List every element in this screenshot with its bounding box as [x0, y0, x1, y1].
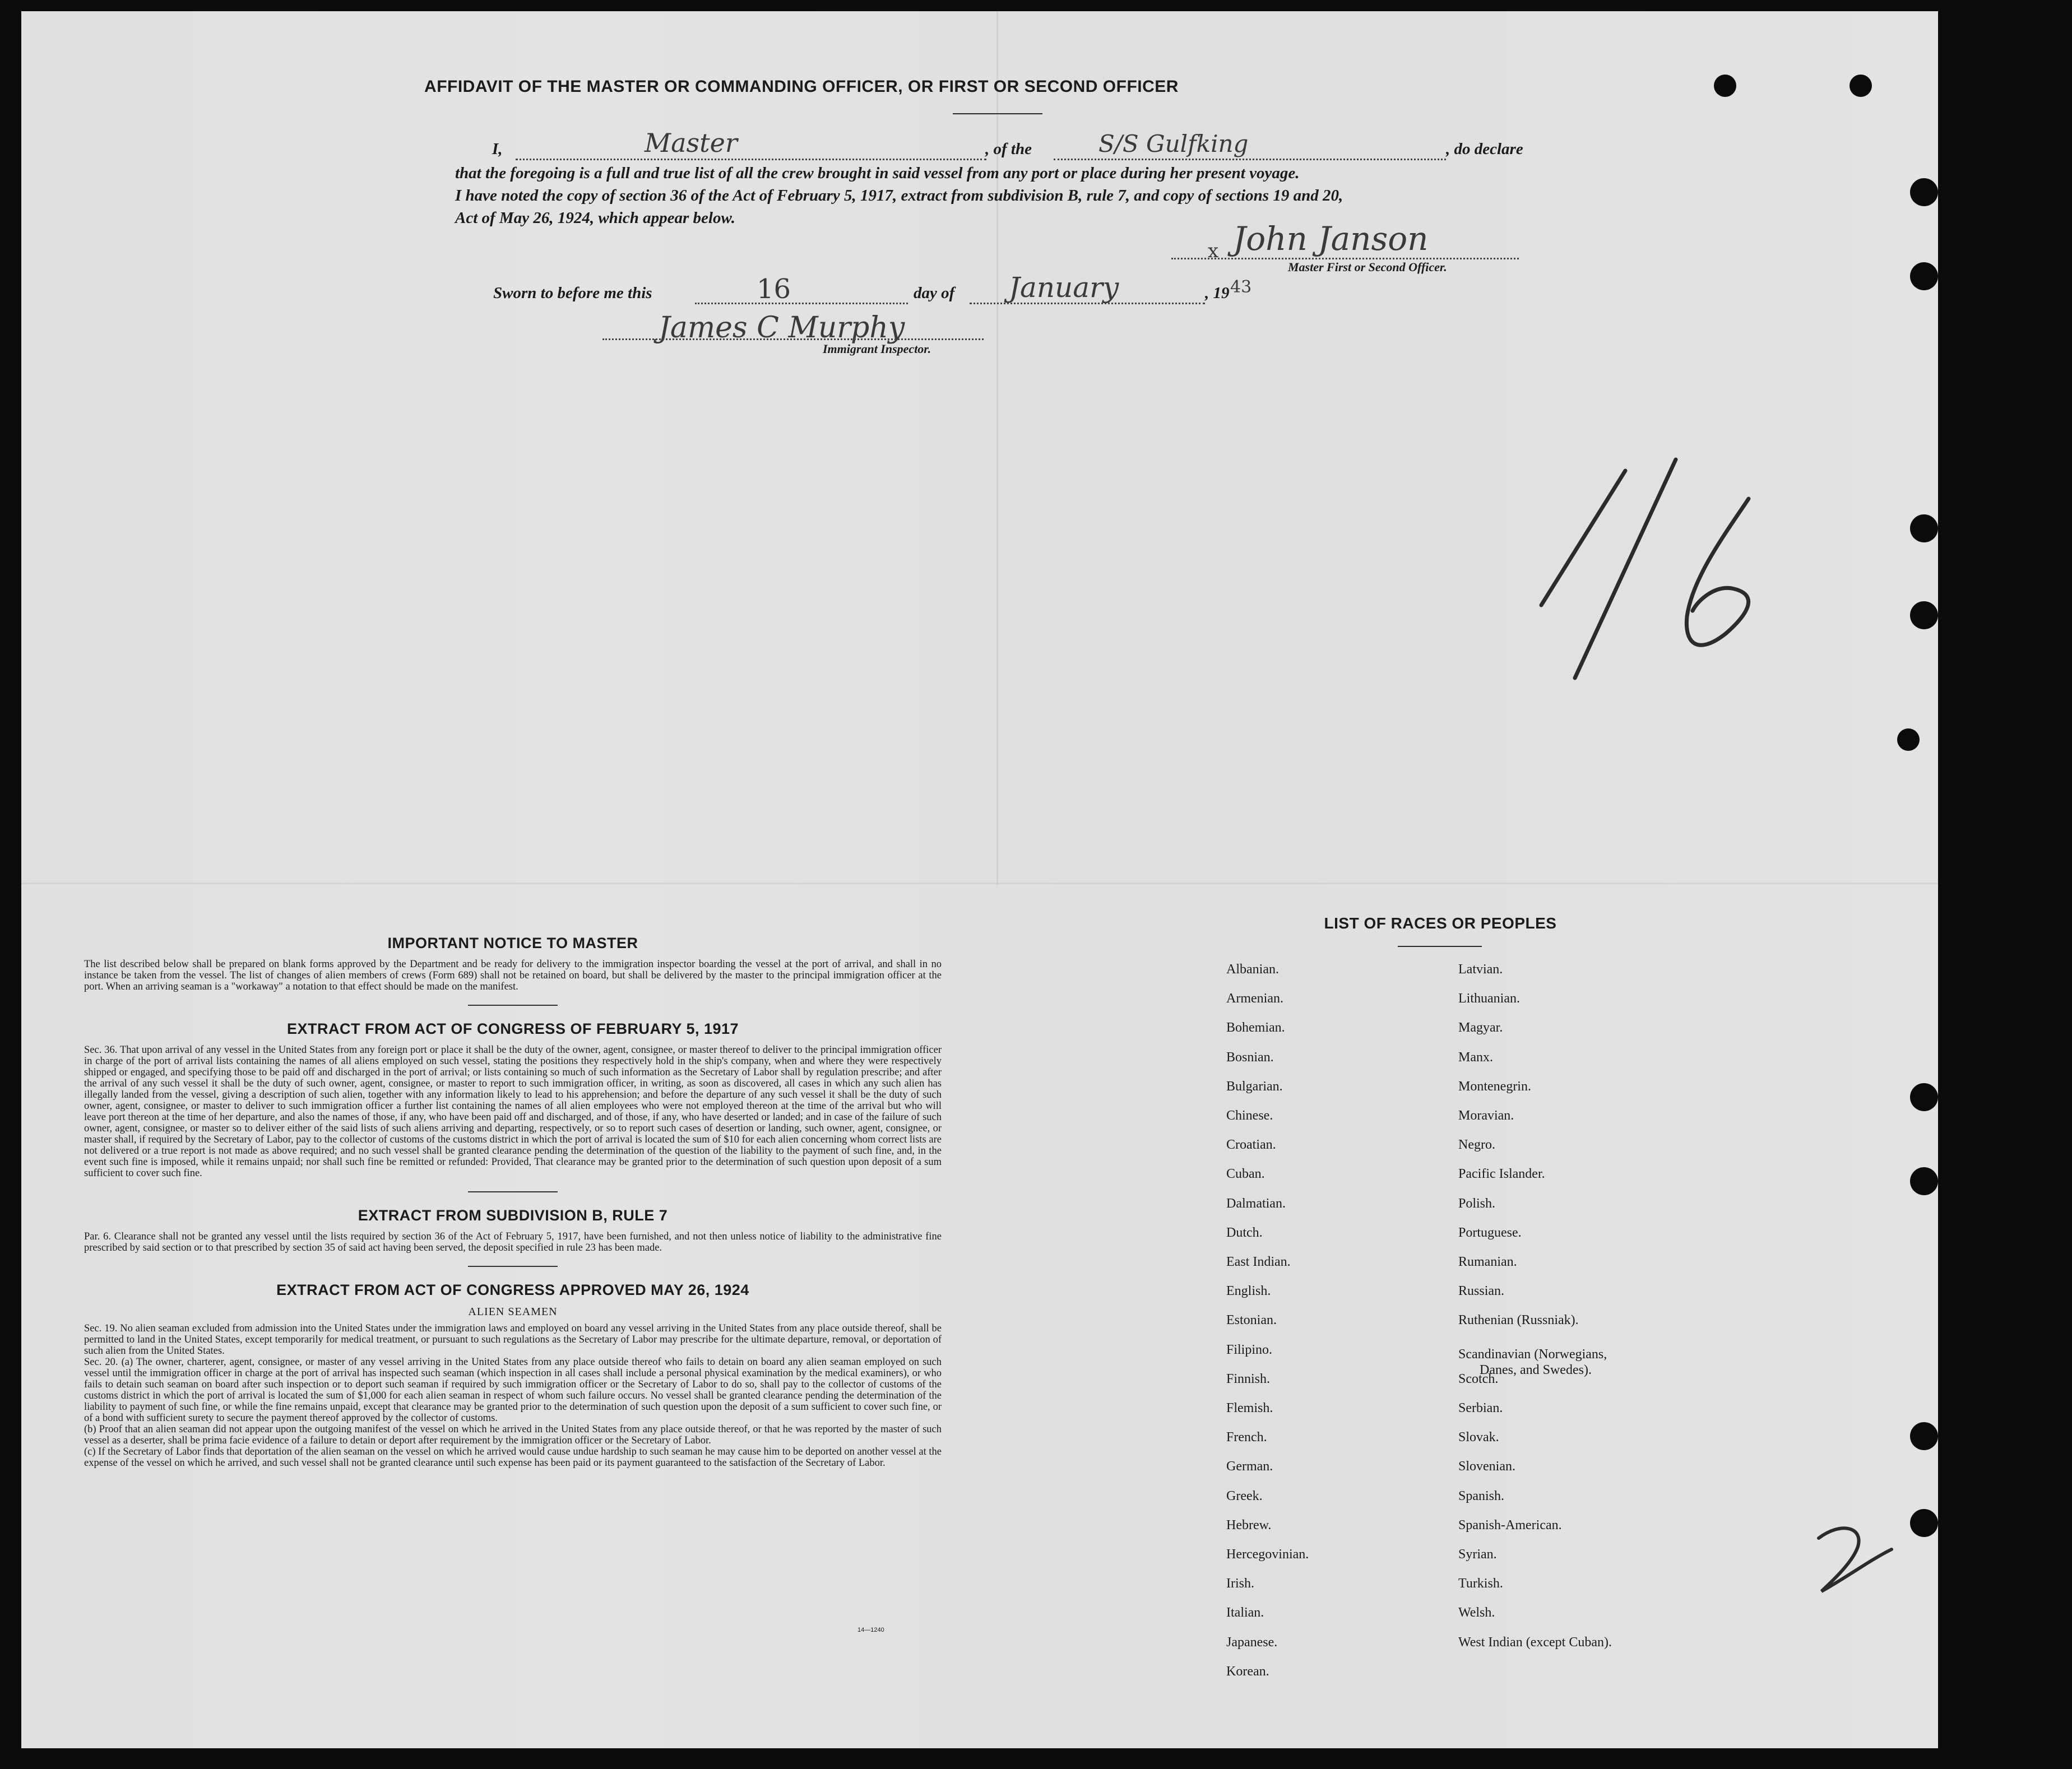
race-item: Slovak. — [1458, 1430, 1499, 1445]
race-item: Flemish. — [1226, 1401, 1273, 1415]
race-item: Scotch. — [1458, 1371, 1499, 1386]
handwritten-day: 16 — [757, 273, 791, 305]
race-item: Slovenian. — [1458, 1459, 1515, 1474]
race-item: Finnish. — [1226, 1371, 1271, 1386]
race-item: German. — [1226, 1459, 1273, 1474]
race-item: Hebrew. — [1226, 1517, 1272, 1533]
race-item: French. — [1226, 1430, 1267, 1445]
race-item: Japanese. — [1226, 1635, 1278, 1650]
notice-heading: IMPORTANT NOTICE TO MASTER — [387, 935, 638, 951]
races-title: LIST OF RACES OR PEOPLES — [1324, 914, 1557, 932]
race-item: Chinese. — [1226, 1108, 1273, 1123]
race-item: Italian. — [1226, 1605, 1264, 1621]
race-item: Scandinavian (Norwegians, — [1458, 1347, 1607, 1362]
inspector-label: Immigrant Inspector. — [823, 342, 931, 356]
race-item: Irish. — [1226, 1576, 1254, 1591]
year-prefix: , 19 — [1205, 284, 1230, 302]
sworn-text: Sworn to before me this — [493, 284, 652, 302]
race-item: Spanish-American. — [1458, 1517, 1562, 1533]
notice-block — [84, 935, 942, 1469]
handwritten-month: January — [1009, 271, 1119, 304]
handwritten-corner-mark — [1807, 1516, 1897, 1600]
sec20a-body: Sec. 20. (a) The owner, charterer, agent, consignee, or master of any vessel arriving in the United States from any place outside thereof who fails to detain on board any alien seaman employed on such vessel until the immigration officer in charge at the port of arrival has inspected such seaman (which inspection in all cases shall include a personal physical examination by the medical examiners), or who fails to detain such seaman on board after such inspection or to deport such seaman if required by such immigration officer or the Secretary of Labor to do so, shall pay to the collector of customs of the customs district in which the port of arrival is located the sum of $1,000 for each alien seaman in respect of whom such failure occurs. No vessel shall be granted clearance pending the determination of the liability to payment of such fine, or while the fine remains unpaid, except that clearance may be granted prior to the determination of such question upon the deposit of a sum sufficient to cover such fine, or of a bond with sufficient surety to secure the payment thereof approved by the collector of customs. — [84, 1357, 942, 1424]
punch-hole — [1714, 75, 1736, 97]
race-item: Spanish. — [1458, 1488, 1505, 1503]
rule7-body: Par. 6. Clearance shall not be granted any vessel until the lists required by section 36 of the Act of February 5, 1917, have been furnished, and not then unless notice of liability to the administrative fine prescribed by said section or to that prescribed by section 35 of said act having been served, the deposit specified in rule 23 has been made. — [84, 1231, 942, 1253]
race-item: Pacific Islander. — [1458, 1167, 1545, 1182]
handwritten-vessel: S/S Gulfking — [1098, 130, 1249, 157]
race-item: Estonian. — [1226, 1313, 1277, 1328]
race-item: Polish. — [1458, 1196, 1496, 1211]
race-item: Bulgarian. — [1226, 1079, 1283, 1094]
extract-1917-body: Sec. 36. That upon arrival of any vessel in the United States from any foreign port or place it shall be the duty of the owner, agent, consignee, or master thereof to deliver to the principal immigration officer in charge of the port of arrival lists containing the names of all aliens employed on such vessel, stating the positions they respectively hold in the ship's company, when and where they were respectively shipped or engaged, and specifying those to be paid off and discharged in the port of arrival; or lists containing so much of such information as the Secretary of Labor shall by regulation prescribe; and after the arrival of any such vessel it shall be the duty of such owner, agent, consignee, or master to report to such immigration officer, in writing, as soon as discovered, all cases in which any such alien has illegally landed from the vessel, giving a description of such alien, together with any information likely to lead to his apprehension; and before the departure of any such vessel it shall be the duty of such owner, agent, consignee, or master to deliver to such immigration officer a further list containing the names of all alien employees who were not employed thereon at the time of the arrival but who will leave port thereon at the time of her departure, and also the names of those, if any, who have been paid off and discharged, and of those, if any, who have deserted or landed; and in case of the failure of such owner, agent, consignee, or master so to deliver either of the said lists of such aliens arriving and departing, respectively, or so to report such cases of desertion or landing, such owner, agent, consignee, or master shall, if required by the Secretary of Labor, pay to the collector of customs of the customs district in which the port of arrival is located the sum of $10 for each alien concerning whom correct lists are not delivered or a true report is not made as above required; and no such vessel shall be granted clearance pending the determination of the question of the liability to the payment of such fine, and, in the event such fine is imposed, while it remains unpaid; nor shall such fine be remitted or refunded: Provided, That clearance may be granted prior to the determination of such question upon deposit of a sum sufficient to cover such fine. — [84, 1044, 942, 1179]
handwritten-page-number — [1502, 431, 1805, 700]
race-item: Portuguese. — [1458, 1225, 1522, 1240]
signer-label: Master First or Second Officer. — [1288, 260, 1447, 274]
race-item: Turkish. — [1458, 1576, 1503, 1591]
affidavit-of-the: , of the — [985, 140, 1032, 158]
affidavit-line1-i: I, — [492, 140, 503, 158]
race-item: Danes, and Swedes). — [1480, 1362, 1592, 1377]
race-item: Serbian. — [1458, 1401, 1503, 1415]
inspector-blank — [602, 338, 984, 340]
extract-1917-heading: EXTRACT FROM ACT OF CONGRESS OF FEBRUARY 5, 1917 — [286, 1020, 739, 1037]
race-item: Moravian. — [1458, 1108, 1514, 1123]
affidavit-line4: Act of May 26, 1924, which appear below. — [455, 209, 735, 227]
race-item: Rumanian. — [1458, 1255, 1517, 1269]
vessel-blank — [1054, 159, 1446, 160]
race-item: Armenian. — [1226, 991, 1283, 1006]
separator — [468, 1266, 558, 1267]
signature-mark: x — [1208, 240, 1219, 262]
punch-hole — [1910, 178, 1938, 206]
race-item: Hercegovinian. — [1226, 1547, 1309, 1562]
rank-blank — [516, 159, 986, 160]
separator — [468, 1005, 558, 1006]
race-item: Croatian. — [1226, 1137, 1276, 1153]
race-item: Lithuanian. — [1458, 991, 1520, 1006]
race-item: Albanian. — [1226, 962, 1279, 977]
race-item: Filipino. — [1226, 1342, 1273, 1357]
sec19-body: Sec. 19. No alien seaman excluded from admission into the United States under the immigration laws and employed on board any vessel arriving in the United States from any place outside thereof, shall be permitted to land in the United States, except temporarily for medical treatment, or pursuant to such regulations as the Secretary of Labor may prescribe for the ultimate departure, removal, or deportation of such alien from the United States. — [84, 1323, 942, 1357]
race-item: Latvian. — [1458, 962, 1503, 977]
race-item: Greek. — [1226, 1488, 1263, 1503]
punch-hole — [1910, 1083, 1938, 1111]
sec20b-body: (b) Proof that an alien seaman did not appear upon the outgoing manifest of the vessel on which he arrived in the United States from any place outside thereof, or that he was reported by the master of such vessel as a deserter, shall be prima facie evidence of a failure to detain or deport after requirement by the immigration officer or the Secretary of Labor. — [84, 1424, 942, 1446]
affidavit-do-declare: , do declare — [1446, 140, 1523, 158]
race-item: West Indian (except Cuban). — [1458, 1635, 1612, 1650]
handwritten-year: 43 — [1230, 277, 1252, 297]
race-item: Montenegrin. — [1458, 1079, 1531, 1094]
race-item: Syrian. — [1458, 1547, 1497, 1562]
extract-1924-heading: EXTRACT FROM ACT OF CONGRESS APPROVED MAY 26, 1924 — [276, 1282, 749, 1298]
race-item: Negro. — [1458, 1137, 1495, 1153]
race-item: Dalmatian. — [1226, 1196, 1286, 1211]
notice-body: The list described below shall be prepared on blank forms approved by the Department and be ready for delivery to the immigration inspector boarding the vessel at the port of arrival, and shall in no instance be taken from the vessel. The list of changes of alien members of crews (Form 689) shall not be retained on board, but shall be delivered by the master to the principal immigration officer at the port. When an arriving seaman is a "workaway" a notation to that effect should be made on the manifest. — [84, 959, 942, 992]
day-blank — [695, 303, 908, 304]
punch-hole — [1910, 262, 1938, 290]
affidavit-title: AFFIDAVIT OF THE MASTER OR COMMANDING OFFICER, OR FIRST OR SECOND OFFICER — [424, 77, 1179, 96]
race-item: Korean. — [1226, 1664, 1269, 1679]
race-item: Ruthenian (Russniak). — [1458, 1313, 1579, 1328]
document-sheet — [21, 11, 1938, 1748]
title-underline — [953, 113, 1042, 114]
punch-hole — [1910, 1167, 1938, 1195]
alien-seamen-subheading: ALIEN SEAMEN — [468, 1306, 558, 1318]
inspector-signature: James C Murphy — [659, 311, 905, 345]
signature-blank — [1171, 258, 1519, 259]
master-signature: John Janson — [1233, 220, 1429, 258]
punch-hole — [1910, 514, 1938, 542]
punch-hole — [1910, 601, 1938, 629]
race-item: English. — [1226, 1284, 1271, 1299]
race-item: Russian. — [1458, 1284, 1505, 1299]
race-item: East Indian. — [1226, 1255, 1291, 1269]
punch-hole — [1910, 1422, 1938, 1450]
race-item: Cuban. — [1226, 1167, 1265, 1182]
separator — [468, 1191, 558, 1192]
races-title-underline — [1398, 946, 1482, 947]
punch-hole — [1910, 1509, 1938, 1537]
race-item: Dutch. — [1226, 1225, 1263, 1240]
sec20c-body: (c) If the Secretary of Labor finds that deportation of the alien seaman on the vessel on which he arrived would cause undue hardship to such seaman he may cause him to be deported on another vessel at the expense of the vessel on which he arrived, and such vessel shall not be granted clearance until such expense has been paid or its payment guaranteed to the satisfaction of the Secretary of Labor. — [84, 1446, 942, 1469]
race-item: Magyar. — [1458, 1020, 1503, 1036]
form-number: 14—1240 — [857, 1627, 884, 1633]
race-item: Bosnian. — [1226, 1050, 1274, 1065]
rule7-heading: EXTRACT FROM SUBDIVISION B, RULE 7 — [358, 1207, 668, 1224]
race-item: Bohemian. — [1226, 1020, 1285, 1036]
fold-crease-horizontal — [21, 883, 1938, 884]
race-item: Welsh. — [1458, 1605, 1495, 1621]
affidavit-line3: I have noted the copy of section 36 of the Act of February 5, 1917, extract from subdivision B, rule 7, and copy of sections 19 and 20, — [455, 187, 1343, 205]
punch-hole — [1849, 75, 1872, 97]
race-item: Manx. — [1458, 1050, 1493, 1065]
handwritten-rank: Master — [645, 128, 738, 158]
punch-hole — [1897, 728, 1920, 751]
day-of-text: day of — [914, 284, 955, 302]
affidavit-line2: that the foregoing is a full and true list of all the crew brought in said vessel from any port or place during her present voyage. — [455, 164, 1300, 182]
